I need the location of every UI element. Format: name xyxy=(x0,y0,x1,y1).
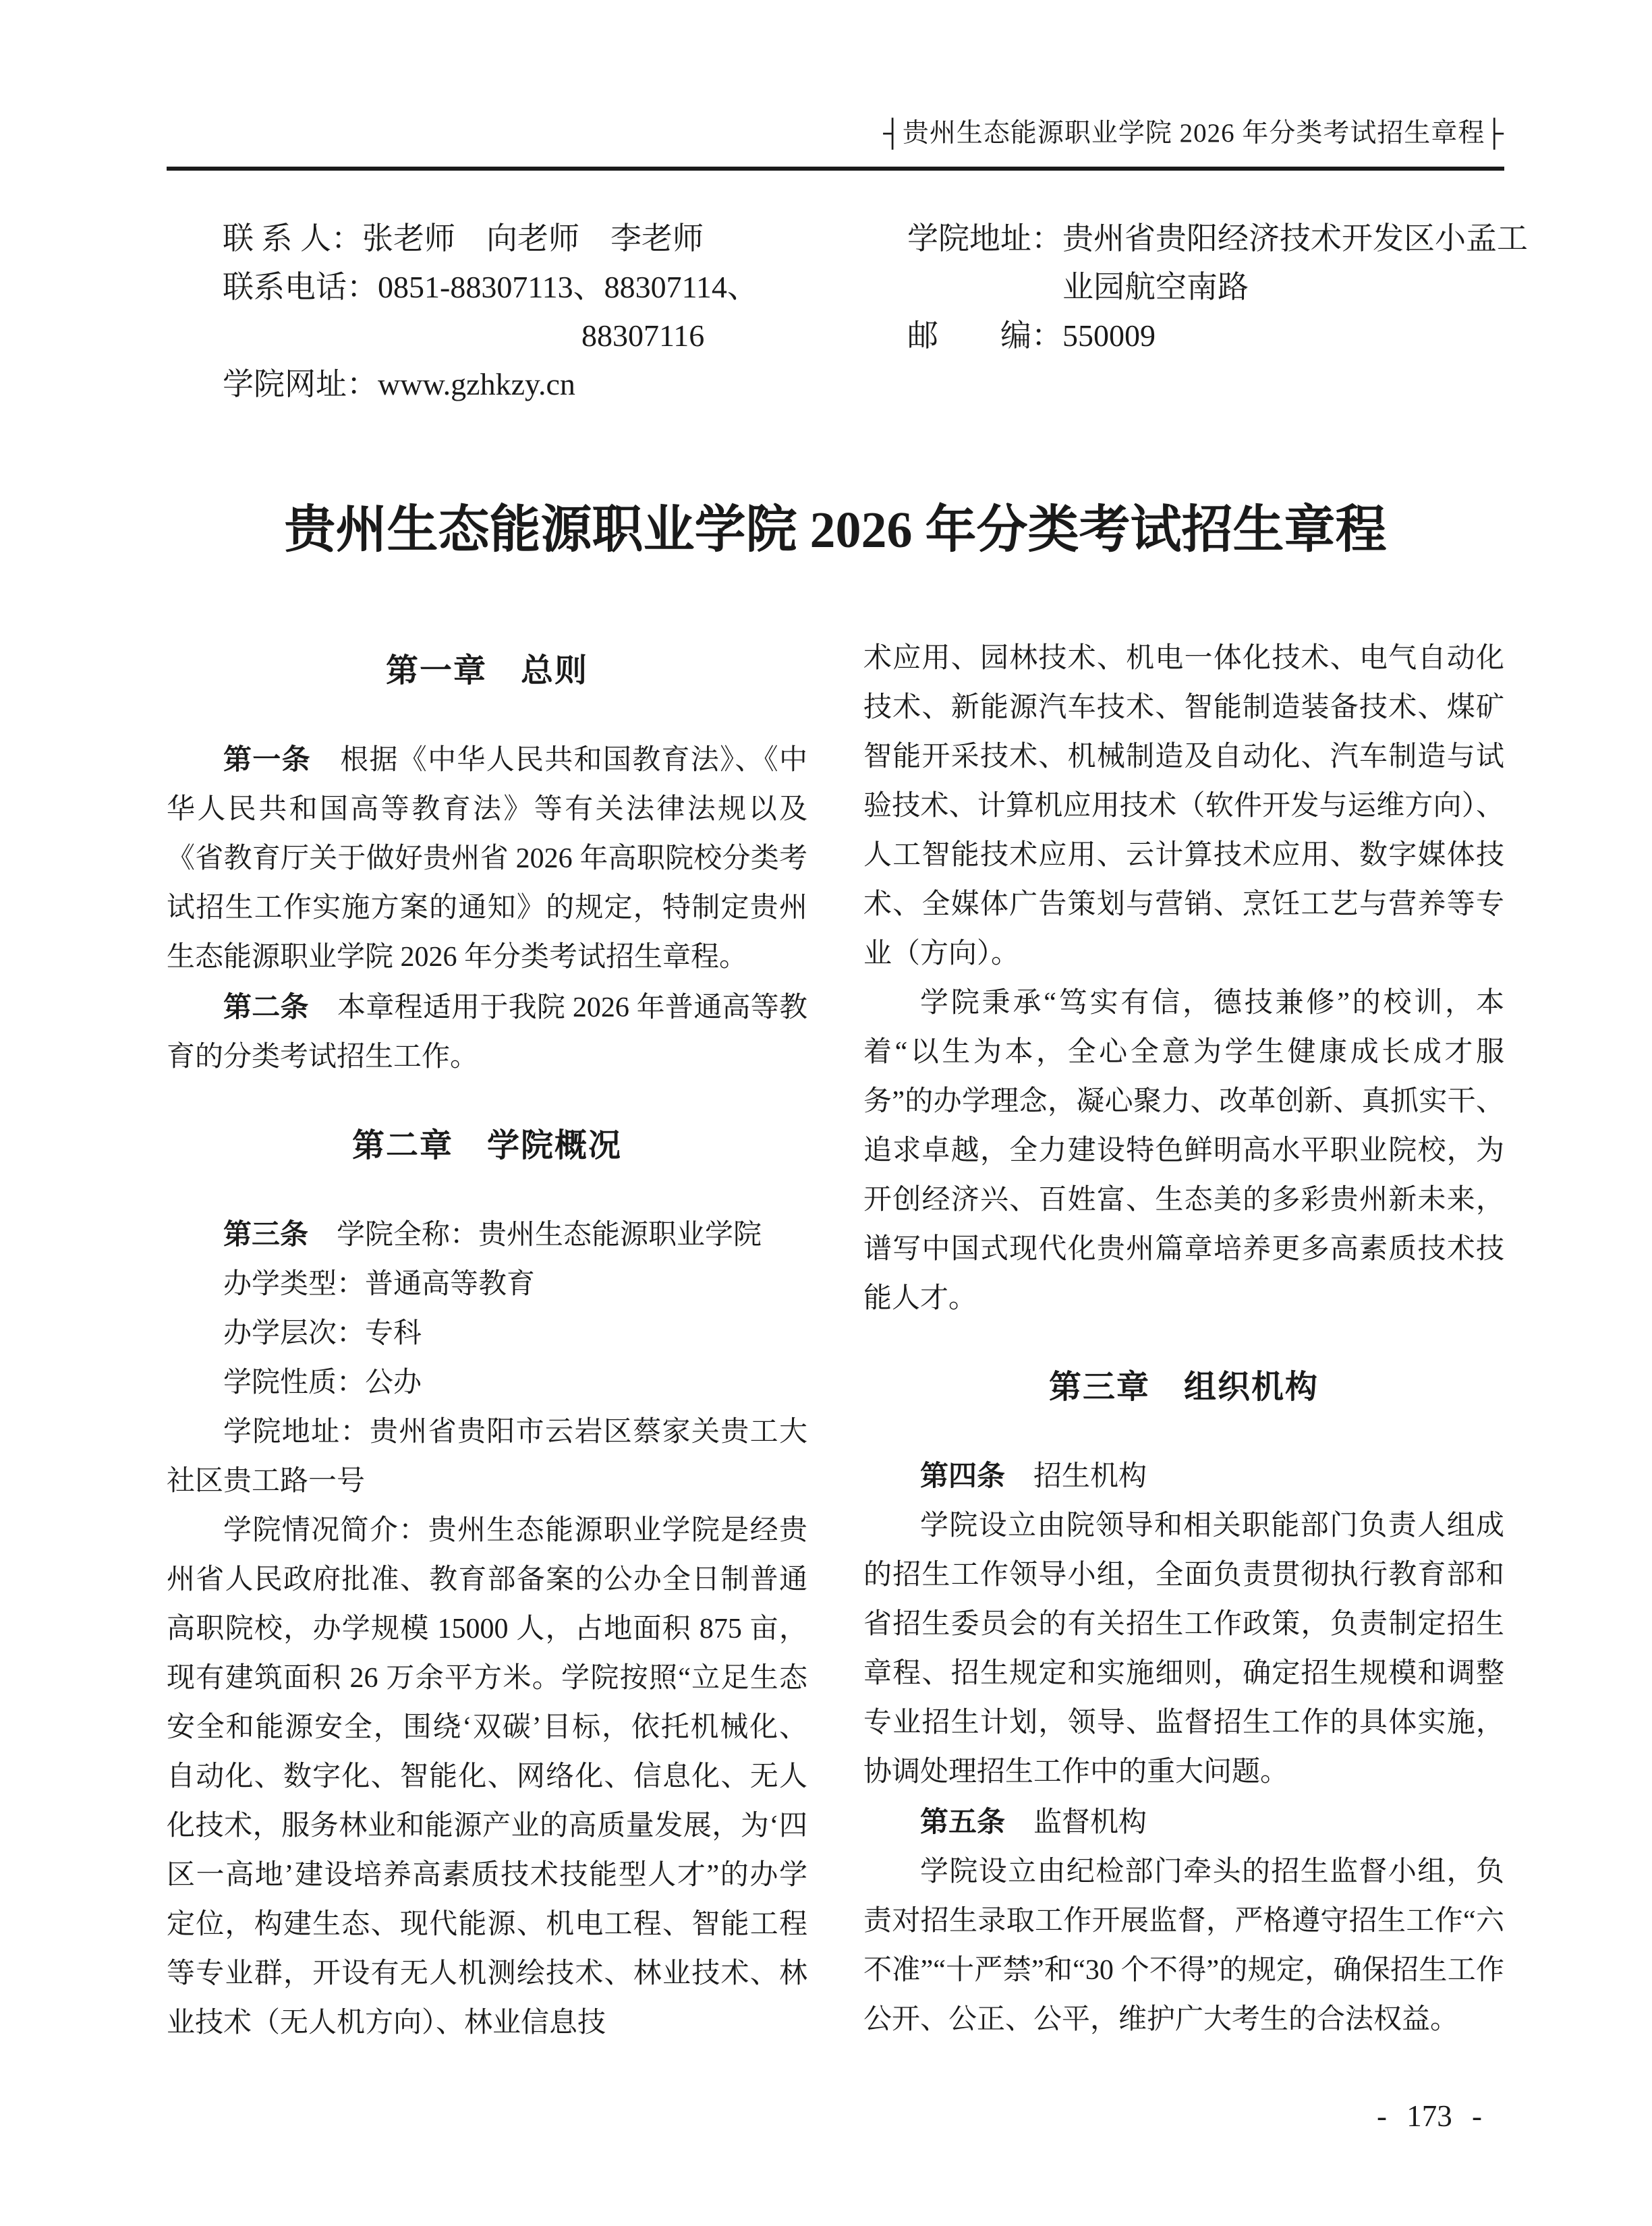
contact-zipcode-value: 550009 xyxy=(1062,318,1156,353)
column-left xyxy=(167,634,807,2048)
clause-label: 第二条 xyxy=(223,991,309,1023)
paragraph: 第一条 根据《中华人民共和国教育法》、《中华人民共和国高等教育法》等有关法律法规以及《省教育厅关于做好贵州省 2026 年高职院校分类考试招生工作实施方案的通知》的规定，特制定贵州生态能源职业学院 2026 年分类考试招生章程。 xyxy=(167,743,807,973)
paragraph: 学院地址：贵州省贵阳市云岩区蔡家关贵工大社区贵工路一号 xyxy=(167,1417,807,1497)
clause-label: 第三条 xyxy=(223,1218,309,1250)
contact-phone-continuation xyxy=(223,312,758,360)
contact-person-label: 联 系 人： xyxy=(223,221,362,256)
contact-address-value: 贵州省贵阳经济技术开发区小孟工业园航空南路 xyxy=(1062,221,1528,304)
paragraph: 学院性质：公办 xyxy=(223,1367,422,1398)
contact-person-line xyxy=(223,215,758,263)
paragraph: 办学类型：普通高等教育 xyxy=(223,1269,536,1300)
body-columns xyxy=(167,634,1504,2048)
contact-website-label: 学院网址： xyxy=(223,367,378,401)
contact-zipcode-line xyxy=(907,312,1538,360)
page-title: 贵州生态能源职业学院 2026 年分类考试招生章程 xyxy=(284,501,1387,559)
clause-label: 第五条 xyxy=(920,1806,1006,1837)
chapter-heading: 第二章 学院概况 xyxy=(351,1128,622,1164)
paragraph: 第三条 学院全称：贵州生态能源职业学院 xyxy=(223,1218,762,1251)
column-right xyxy=(863,634,1504,2048)
contact-block-right xyxy=(907,215,1538,360)
contact-website-value: www.gzhkzy.cn xyxy=(378,367,575,401)
contact-phone-extra: 88307116 xyxy=(581,318,705,353)
contact-website-line xyxy=(223,360,758,409)
contact-person-value: 张老师 向老师 李老师 xyxy=(362,221,704,256)
paragraph: 第五条 监督机构 xyxy=(920,1806,1147,1838)
paragraph: 学院设立由纪检部门牵头的招生监督小组，负责对招生录取工作开展监督，严格遵守招生工作“六不准”“十严禁”和“30 个不得”的规定，确保招生工作公开、公正、公平，维护广大考生的合法权益。 xyxy=(863,1856,1504,2035)
chapter-heading: 第一章 总则 xyxy=(385,653,588,689)
contact-phone-label: 联系电话： xyxy=(223,270,378,304)
contact-address-label: 学院地址： xyxy=(907,221,1062,256)
paragraph: 学院秉承“笃实有信，德技兼修”的校训，本着“以生为本，全心全意为学生健康成长成才服务”的办学理念，凝心聚力、改革创新、真抓实干、追求卓越，全力建设特色鲜明高水平职业院校，为开创经济兴、百姓富、生态美的多彩贵州新未来，谱写中国式现代化贵州篇章培养更多高素质技术技能人才。 xyxy=(863,988,1504,1314)
page-number: - 173 - xyxy=(1377,2099,1482,2133)
paragraph: 学院情况简介：贵州生态能源职业学院是经贵州省人民政府批准、教育部备案的公办全日制普通高职院校，办学规模 15000 人，占地面积 875 亩，现有建筑面积 26 万余平方米。学院按照“立足生态安全和能源安全，围绕‘双碳’目标，依托机械化、自动化、数字化、智能化、网络化、信息化、无人化技术，服务林业和能源产业的高质量发展，为‘四区一高地’建设培养高素质技术技能型人才”的办学定位，构建生态、现代能源、机电工程、智能工程等专业群，开设有无人机测绘技术、林业技术、林业技术（无人机方向）、林业信息技 xyxy=(167,1515,807,2038)
header-rule xyxy=(167,167,1504,171)
paragraph: 第二条 本章程适用于我院 2026 年普通高等教育的分类考试招生工作。 xyxy=(167,991,807,1073)
paragraph: 术应用、园林技术、机电一体化技术、电气自动化技术、新能源汽车技术、智能制造装备技术、煤矿智能开采技术、机械制造及自动化、汽车制造与试验技术、计算机应用技术（软件开发与运维方向）、人工智能技术应用、云计算技术应用、数字媒体技术、全媒体广告策划与营销、烹饪工艺与营养等专业（方向）。 xyxy=(863,643,1504,969)
paragraph: 第四条 招生机构 xyxy=(920,1460,1147,1492)
paragraph: 学院设立由院领导和相关职能部门负责人组成的招生工作领导小组，全面负责贯彻执行教育部和省招生委员会的有关招生工作政策，负责制定招生章程、招生规定和实施细则，确定招生规模和调整专业招生计划，领导、监督招生工作的具体实施，协调处理招生工作中的重大问题。 xyxy=(863,1510,1504,1788)
chapter-heading: 第三章 组织机构 xyxy=(1048,1369,1319,1405)
contact-phone-line xyxy=(223,263,758,312)
clause-label: 第四条 xyxy=(920,1460,1006,1491)
contact-phone-value: 0851-88307113、88307114、 xyxy=(378,270,758,304)
contact-block-left xyxy=(223,215,758,409)
contact-address-line xyxy=(907,215,1538,312)
running-header: ┤贵州生态能源职业学院 2026 年分类考试招生章程├ xyxy=(883,119,1504,148)
clause-label: 第一条 xyxy=(223,743,311,775)
contact-zipcode-label: 邮 编： xyxy=(907,318,1062,353)
paragraph: 办学层次：专科 xyxy=(223,1318,422,1349)
